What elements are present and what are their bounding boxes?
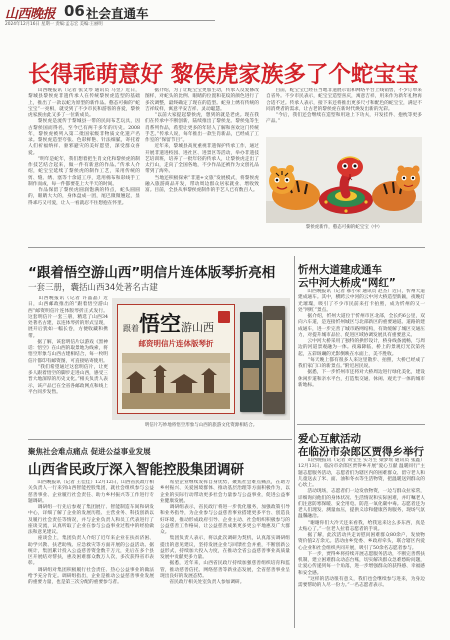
red-seal-icon: [218, 311, 230, 323]
ancient-buildings-strip: [122, 353, 230, 409]
article1-photo-caption: 黎侯虎新作，憨态可掬的蛇宝宝（中）: [305, 225, 383, 230]
postcard-cover: [117, 304, 235, 414]
article4-body: 山西晚报讯（记者 刘宝生 实习生 梁梦瑶 通讯员 张鑫）12月13日，临汾市杂郎区贾得乡开展“爱心互献 温暖同行”主题志愿服务活动，志愿者们为辖区内的困难群众、留守老人和儿童送去了米、面、油和冬衣等生活物资，把温暖送到群众的心坎上。 活动现场，志愿者们一边发放物资，一边与群众拉家常，详细询问他们的身体状况、生活情况和实际困难，并叮嘱老人们注意防寒保暖、安全用电、防范一氧化碳中毒。志愿者还为老人们理发、测量血压，提供义诊和健康咨询服务，现场气氛温馨融洽。 “谢谢你们大冷天还来看我，给我送来这么多东西，真是太贴心了。”一位老人拉着志愿者的手说。 据了解，此次活动共走访慰问困难群众80余户，发放物资价值2万余元。活动由乡党委、乡政府牵头，联合辖区内爱心企业和社会组织共同开展，吸引了50余名志愿者参与。 下一步，贾得乡将持续开展志愿服务活动，不断完善帮扶机制，建立困难群众动态台账，切实解决群众急难愁盼问题，让爱心传递到每一个角落，进一步增强群众的获得感、幸福感和安全感。 “这样的活动很有意义，我们也会继续参与进来，为身边需要帮助的人尽一份力。”一名志愿者表示。: [298, 458, 425, 588]
article5-column-2: 希望企业继续发挥自身优势，聚焦社会难点痛点，在助力乡村振兴、关爱困境群体、推动基层治理等方面积极作为，以企业的实际行动带动更多社会力量参与公益事业，促进公益事业健康发展。 调研组表示，省民政厅将进一步优化服务，加强政策引导和业务指导，为企业参与公益慈善事业搭建更多平台、创造良好环境，推动形成政府引导、企业主动、社会组织积极参与的公益慈善工作格局，让公益慈善成果更多更公平地惠及广大群众。 集团负责人表示，将以此次调研为契机，认真落实调研组提出的意见建议，坚持发展企业与回馈社会并重，不断创新公益形式，持续加大投入力度，在推动全省公益慈善事业高质量发展中贡献更多力量。 据悉，近年来，山西省民政厅持续加强慈善组织培育和监管，推动慈善信托、网络慈善等新业态发展，全省慈善事业呈现出良好的发展态势。 省民政厅相关处室负责人参加调研。: [160, 480, 290, 585]
article4-headline-line-1: 爱心互献活动: [298, 433, 361, 445]
article1-column-2: 据介绍，为了让蛇宝宝更加生动，传承人反复修改图样，对蛇头的比例、眼睛的位置和花纹的颜色进行了多次调整，最终确定了现在的造型。蛇身上绣有传统的吉祥纹样，寓意平安吉祥、灵动聪慧。 “以前大家提起黎侯虎，想到的就是老虎。现在我们在传承中不断创新，陆续推出了黎侯龙、黎侯兔等生肖系列作品，希望让更多的年轻人了解和喜欢这门传统手艺。”传承人说，每年推出一款生肖新品，已经成了工作室的“保留节目”。 近年来，黎城县高度重视非遗保护传承工作，通过开展非遗进校园、进社区、进景区等活动，举办非遗技艺培训班，培养了一批年轻的传承人，让黎侯虎走出了太行山，走向了全国各地，不少作品还被作为文创礼品带到了海外。 当地还积极探索“非遗+文旅”发展模式，将黎侯虎融入旅游商品开发，带动周边群众居家就业、增收致富。目前，全县从事黎侯虎制作的手艺人已有数百人。: [145, 88, 259, 193]
article4-headline-line-2: 在临汾市杂郎区贾得乡举行: [298, 446, 424, 458]
masthead-rule: [5, 20, 215, 21]
article3-body: 山西晚报讯（记者 郝小荣 通讯员 赵杰）近日，忻州大道建成通车。其中，横跨云中河的云中河大桥造型新颖，夜晚灯光璀璨，吸引了不少市民前来打卡拍照，成为忻州的又一处“网红”景点。 据介绍，忻州大道位于忻州市区北部，全长约6公里，双向六车道，是连接忻州城区与北部新区的重要通道。道路的建成通车，进一步完善了城市路网结构，有效缓解了城区交通压力，对提升城市品位、促进区域协调发展具有重要意义。 云中河大桥采用了独特的拱形设计，桥身线条流畅，与周边的河道景观融为一体。夜幕降临，桥上的景观灯光次第亮起，五彩斑斓的光影倒映在水面上，美不胜收。 “每天晚上都有很多人来这里散步、拍照，大桥已经成了我们家门口的新景点。”附近居民说。 据悉，下一步忻州市还将对大桥周边进行绿化美化，建设休闲步道和亲水平台，打造集交通、休闲、观光于一体的城市新地标。: [298, 289, 425, 388]
article1-column-1: 山西晚报讯（记者 张文琴 通讯员 马昱）近日，黎城县黎侯虎非遗传承人在传统黎侯虎造型的基础上，推出了一款以蛇为原型的新作品。憨态可掬的“蛇宝宝”一亮相，就受到了不少市民和游客的喜爱，黎侯虎家族由此又多了一位新成员。 黎侯虎是流传于黎城县一带的民间布艺玩具，因古黎侯国而得名，至今已有两千多年的历史。2008年，黎侯虎被列入第二批国家级非物质文化遗产名录。黎侯虎造型夸张、色彩鲜艳、针法细腻，寄托着人们祈福纳祥、驱邪避灾的美好愿望，深受群众喜爱。 “明年是蛇年，我们想着把生肖文化和黎侯虎的制作技艺结合起来，做一件有新意的作品。”传承人介绍，蛇宝宝延续了黎侯虎的制作工艺，采用传统的剪、缝、绣、塞等十余道工序，选用棉布和彩线手工制作而成，每一件都要花上大半天的时间。 作品保留了黎侯虎圆润饱满的特点，蛇头圆圆的，眼睛大大的，身体盘成一团，尾巴微微翘起，显得乖巧又可爱，让人一看就忍不住想抱在怀里。: [28, 88, 140, 206]
booklet-2-picture: [266, 320, 282, 350]
postcard-title: [123, 308, 214, 338]
postcard-subtitle: 邮资明信片连体版琴折: [138, 339, 214, 348]
article3-headline-line-1: 忻州大道建成通车: [298, 264, 382, 276]
booklet-1-picture: [243, 332, 259, 360]
article5-column-1: 山西晚报讯（记者 王佳佳）12月12日，山西省民政厅相关负责人一行来到山西智能控股集团，就社会组织参与公益慈善事业、企业履行社会责任、助力乡村振兴等工作进行专题调研。 调研组一行先后参观了集团展厅、智能制造车间和研发中心，详细了解了企业的发展历程、主营业务、科技创新以及履行社会责任等情况，并与企业负责人和员工代表进行了座谈交流，认真听取了企业在参与公益事业过程中的经验做法和意见建议。 座谈会上，集团负责人介绍了近年来企业在扶贫济困、助学兴教、扶老助残、应急救灾等方面开展的公益活动。据统计，集团累计投入公益慈善资金数千万元，先后在多个县区开展结对帮扶，惠及困难群众数万人次，多次获得省市表彰。 调研组对集团积极履行社会责任、热心公益事业的做法给予充分肯定。调研组指出，企业是推动公益慈善事业发展的重要力量，也是第三次分配的重要参与者。: [28, 480, 154, 585]
article2-photo-caption: 明信片巧妙地将悟空形象与山西的旅游文化资源相结合。: [144, 423, 258, 428]
postcard-title-b: 悟空: [139, 311, 181, 336]
article2-headline: “跟着悟空游山西”明信片连体版琴折亮相: [28, 265, 276, 281]
masthead-logo: 山西晚报: [5, 7, 56, 22]
page-number: 06: [64, 2, 85, 20]
article1-photo: [266, 137, 422, 223]
section-name: 社会直通车: [86, 6, 149, 21]
article2-body: 山西晚报讯（记者 许晶晶）近日，山西邮政推出的“跟着悟空游山西”邮资明信片连体版琴折正式发行。这套明信片一套三册，精选了山西34处著名古建，以连体琴折的形式呈现，展开后犹如一幅长卷，方便收藏和携带。 据了解，该套明信片以游戏《黑神话：悟空》在山西的取景地为线索，将悟空形象与山西古建相结合，每一枚明信片都印有邮资图，可直接贴寄使用。 “我们希望通过这套明信片，让更多人跟着悟空的脚步走进山西，感受三晋大地深厚的历史文化。”相关负责人表示，该产品已在全省各邮政网点和线上平台同步发售。: [28, 296, 108, 395]
article5-headline: 山西省民政厅深入智能控股集团调研: [28, 462, 244, 478]
article2-subheadline: 一套三册，囊括山西34处著名古建: [28, 283, 158, 293]
right-column-divider: [297, 424, 425, 425]
snake-toys-photo: [266, 137, 422, 223]
article5-kicker: 聚焦社会难点痛点 促进公益事业发展: [28, 447, 151, 456]
column-divider-vertical: [294, 256, 295, 628]
dateline: 2024年12月16日 星期一 责编:孟志宏 美编:王丽明: [5, 22, 103, 27]
postcard-booklet-1: [240, 312, 262, 412]
lower-left-divider: [28, 439, 292, 440]
postcard-title-a: 跟着: [123, 324, 139, 333]
postcard-booklet-2: [263, 306, 285, 414]
article1-column-3: 目前，蛇宝宝已经在当地非遗展示馆和网络平台上线销售，不少订单来自省外。不少市民表示，蛇宝宝造型喜庆，寓意吉祥，用来作为新年礼物再合适不过。传承人表示，接下来还将推出更多尺寸和配色的蛇宝宝，满足不同消费者的需求，让古老的黎侯虎在新时代焕发出新的光彩。 “今后，我们还会继续在造型和用途上下功夫，开发挂件、抱枕等更多产品。”: [266, 88, 422, 125]
section-divider-horizontal: [28, 247, 425, 248]
postcard-photo: [112, 298, 290, 420]
booklet-1-picture-2: [243, 368, 259, 390]
article1-headline: 长得乖萌意好 黎侯虎家族多了个蛇宝宝: [28, 62, 419, 88]
postcard-title-c: 游山西: [181, 321, 214, 334]
article3-headline-line-2: 云中河大桥成“网红”: [298, 277, 396, 289]
booklet-2-picture-2: [266, 358, 282, 392]
